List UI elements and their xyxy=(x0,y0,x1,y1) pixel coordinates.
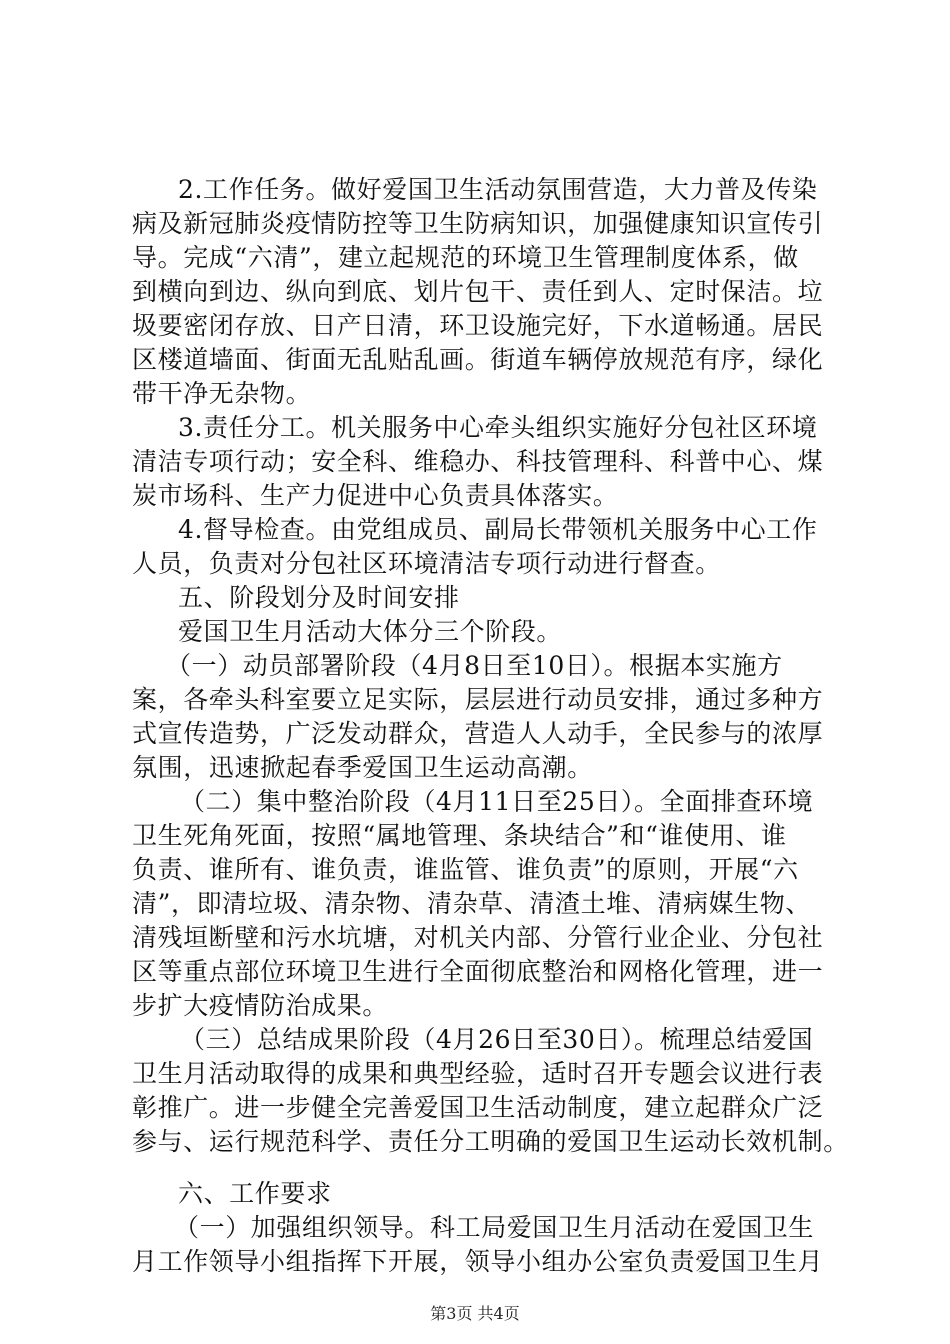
text-line: 月工作领导小组指挥下开展，领导小组办公室负责爱国卫生月 xyxy=(132,1247,824,1276)
text-line: 人员，负责对分包社区环境清洁专项行动进行督查。 xyxy=(132,549,721,578)
text-line: （三）总结成果阶段（4月26日至30日）。梳理总结爱国 xyxy=(180,1025,814,1054)
text-line: 氛围，迅速掀起春季爱国卫生运动高潮。 xyxy=(132,753,593,782)
text-line: 到横向到边、纵向到底、划片包干、责任到人、定时保洁。垃 xyxy=(132,277,824,306)
section-heading: 五、阶段划分及时间安排 xyxy=(178,583,460,612)
text-line: 案，各牵头科室要立足实际，层层进行动员安排，通过多种方 xyxy=(132,685,824,714)
text-line: 式宣传造势，广泛发动群众，营造人人动手，全民参与的浓厚 xyxy=(132,719,824,748)
text-line: 卫生月活动取得的成果和典型经验，适时召开专题会议进行表 xyxy=(132,1059,824,1088)
text-line: 炭市场科、生产力促进中心负责具体落实。 xyxy=(132,481,619,510)
text-line: 导。完成“六清”，建立起规范的环境卫生管理制度体系，做 xyxy=(132,243,799,272)
text-line: 清洁专项行动；安全科、维稳办、科技管理科、科普中心、煤 xyxy=(132,447,824,476)
text-line: （一）加强组织领导。科工局爱国卫生月活动在爱国卫生 xyxy=(174,1213,815,1242)
text-line: 彰推广。进一步健全完善爱国卫生活动制度，建立起群众广泛 xyxy=(132,1093,824,1122)
text-line: 步扩大疫情防治成果。 xyxy=(132,991,389,1020)
text-line: 圾要密闭存放、日产日清，环卫设施完好，下水道畅通。居民 xyxy=(132,311,824,340)
text-line: 3.责任分工。机关服务中心牵头组织实施好分包社区环境 xyxy=(178,413,818,442)
text-line: 卫生死角死面，按照“属地管理、条块结合”和“谁使用、谁 xyxy=(132,821,787,850)
text-line: 清”，即清垃圾、清杂物、清杂草、清渣土堆、清病媒生物、 xyxy=(132,889,811,918)
section-heading: 六、工作要求 xyxy=(178,1179,332,1208)
text-line: 清残垣断壁和污水坑塘，对机关内部、分管行业企业、分包社 xyxy=(132,923,824,952)
text-line: 参与、运行规范科学、责任分工明确的爱国卫生运动长效机制。 xyxy=(132,1127,849,1156)
text-line: 爱国卫生月活动大体分三个阶段。 xyxy=(178,617,563,646)
text-line: 负责、谁所有、谁负责，谁监管、谁负责”的原则，开展“六 xyxy=(132,855,799,884)
text-line: 区楼道墙面、街面无乱贴乱画。街道车辆停放规范有序，绿化 xyxy=(132,345,824,374)
text-line: 区等重点部位环境卫生进行全面彻底整治和网格化管理，进一 xyxy=(132,957,824,986)
text-line: 4.督导检查。由党组成员、副局长带领机关服务中心工作 xyxy=(178,515,818,544)
text-line: （一）动员部署阶段（4月8日至10日）。根据本实施方 xyxy=(166,651,783,680)
text-line: 2.工作任务。做好爱国卫生活动氛围营造，大力普及传染 xyxy=(178,175,818,204)
text-line: （二）集中整治阶段（4月11日至25日）。全面排查环境 xyxy=(180,787,814,816)
text-line: 病及新冠肺炎疫情防控等卫生防病知识，加强健康知识宣传引 xyxy=(132,209,824,238)
text-line: 带干净无杂物。 xyxy=(132,379,312,408)
page-footer: 第3页 共4页 xyxy=(430,1304,520,1323)
